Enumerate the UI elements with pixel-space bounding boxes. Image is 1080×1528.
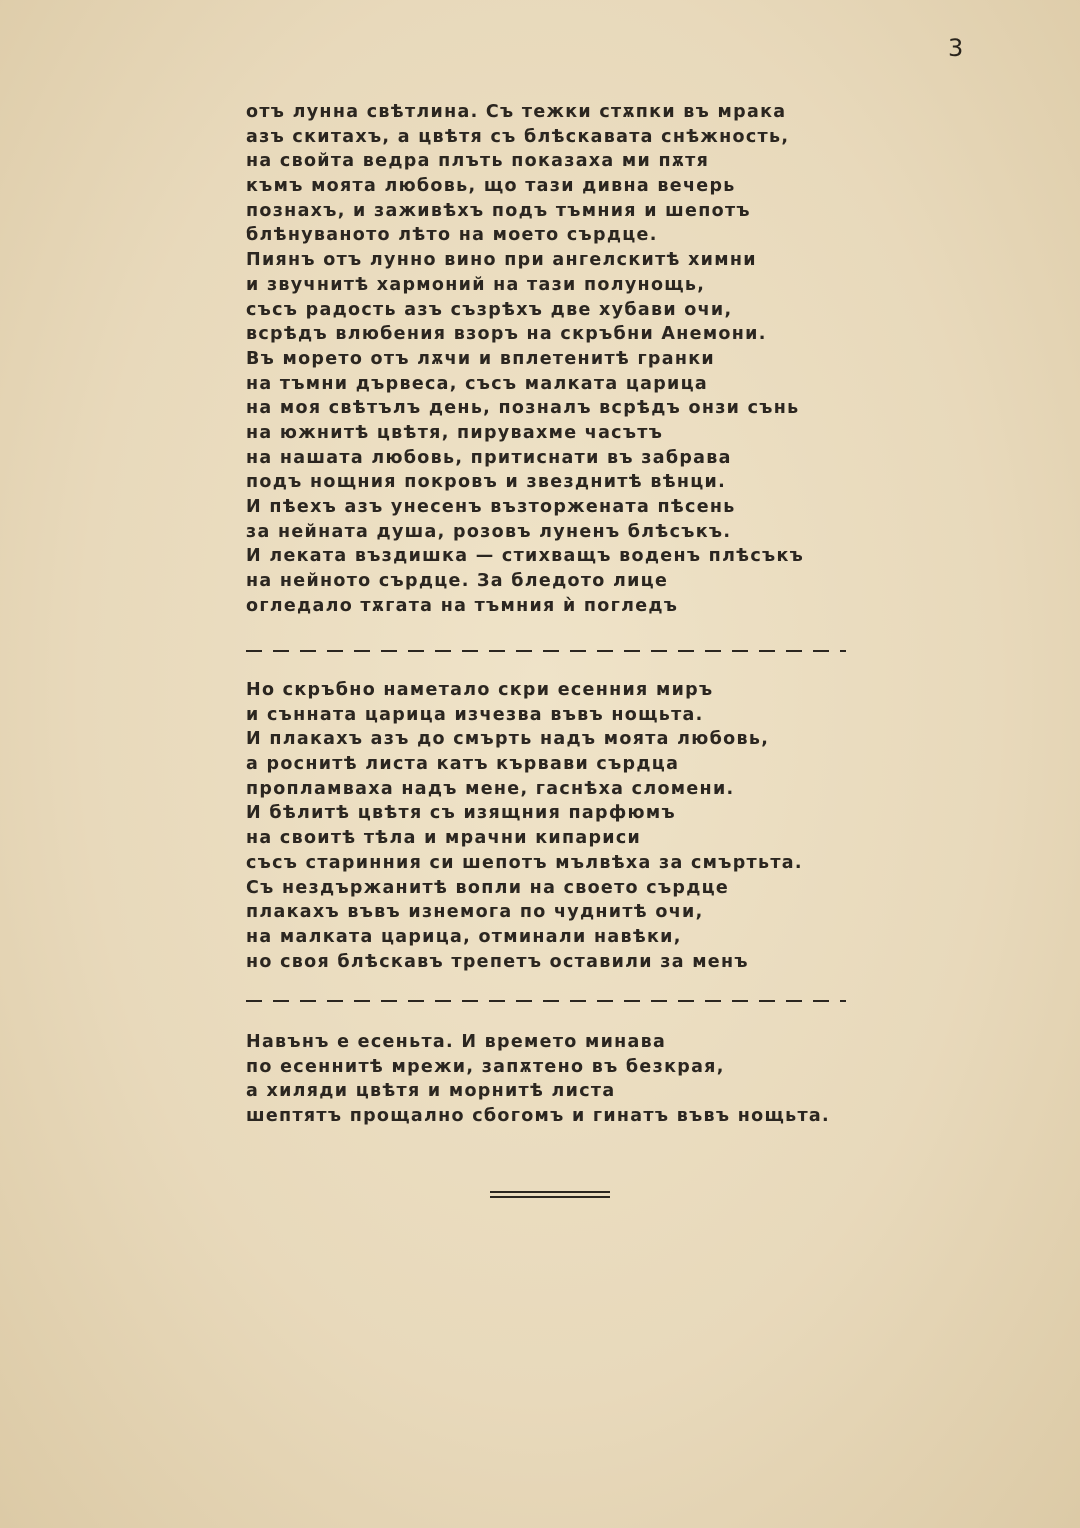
verse-line: Пиянъ отъ лунно вино при ангелскитѣ химни: [246, 250, 757, 271]
verse-line: познахъ, и заживѣхъ подъ тъмния и шепотъ: [246, 200, 751, 221]
verse-line: блѣнуваното лѣто на моето сърдце.: [246, 225, 658, 246]
verse-line: на нейното сърдце. За бледото лице: [246, 571, 669, 592]
verse-line: на тъмни дървеса, съсъ малката царица: [246, 373, 708, 394]
verse-line: съсъ радость азъ съзрѣхъ две хубави очи,: [246, 299, 733, 320]
verse-line: Но скръбно наметало скри есенния миръ: [246, 680, 714, 700]
verse-line: И бѣлитѣ цвѣтя съ изящния парфюмъ: [246, 803, 676, 824]
verse-line: огледало тѫгата на тъмния ѝ погледъ: [246, 595, 679, 616]
verse-line: И плакахъ азъ до смърть надъ моята любовь,: [246, 729, 770, 750]
verse-line: Съ нездържанитѣ вопли на своето сърдце: [246, 877, 730, 898]
verse-line: по есеннитѣ мрежи, запѫтено въ безкрая,: [246, 1056, 725, 1077]
verse-line: а хиляди цвѣтя и морнитѣ листа: [246, 1081, 616, 1102]
dashed-separator: [246, 650, 846, 652]
verse-line: всрѣдъ влюбения взоръ на скръбни Анемони.: [246, 324, 767, 345]
stanza-2: [246, 678, 803, 974]
page-number: 3: [948, 34, 964, 62]
verse-line: на южнитѣ цвѣтя, пирувахме часътъ: [246, 422, 664, 443]
verse-line: отъ лунна свѣтлина. Съ тежки стѫпки въ мрака: [246, 102, 787, 122]
verse-line: пропламваха надъ мене, гаснѣха сломени.: [246, 778, 735, 799]
verse-line: И леката въздишка — стихващъ воденъ плѣсъкъ: [246, 546, 805, 567]
verse-line: на малката царица, отминали навѣки,: [246, 926, 682, 947]
verse-line: за нейната душа, розовъ луненъ блѣсъкъ.: [246, 521, 732, 542]
verse-line: подъ нощния покровъ и звезднитѣ вѣнци.: [246, 472, 727, 493]
verse-line: И пѣехъ азъ унесенъ възторжената пѣсень: [246, 497, 736, 517]
verse-line: Въ морето отъ лѫчи и вплетенитѣ гранки: [246, 348, 715, 369]
verse-line: къмъ моята любовь, що тази дивна вечерь: [246, 176, 736, 197]
end-ornament-double-rule: [490, 1190, 610, 1202]
verse-line: азъ скитахъ, а цвѣтя съ блѣскавата снѣжность,: [246, 126, 790, 147]
verse-line: на моя свѣтълъ день, позналъ всрѣдъ онзи сънь: [246, 398, 800, 419]
stanza-1: [246, 100, 804, 618]
stanza-3: [246, 1030, 830, 1129]
verse-line: Навънъ е есеньта. И времето минава: [246, 1032, 667, 1052]
verse-line: на свойта ведра плъть показаха ми пѫтя: [246, 151, 710, 172]
verse-line: на своитѣ тѣла и мрачни кипариси: [246, 828, 642, 849]
verse-line: а роснитѣ листа катъ кървави сърдца: [246, 754, 680, 775]
dashed-separator: [246, 1000, 846, 1002]
verse-line: на нашата любовь, притиснати въ забрава: [246, 447, 732, 468]
verse-line: съсъ старинния си шепотъ мълвѣха за смъртьта.: [246, 852, 803, 873]
verse-line: шептятъ прощално сбогомъ и гинатъ въвъ нощьта.: [246, 1106, 830, 1127]
verse-line: но своя блѣскавъ трепетъ оставили за менъ: [246, 951, 749, 972]
verse-line: и сънната царица изчезва въвъ нощьта.: [246, 704, 704, 725]
verse-line: плакахъ въвъ изнемога по чуднитѣ очи,: [246, 902, 704, 923]
verse-line: и звучнитѣ хармоний на тази полунощь,: [246, 274, 706, 295]
